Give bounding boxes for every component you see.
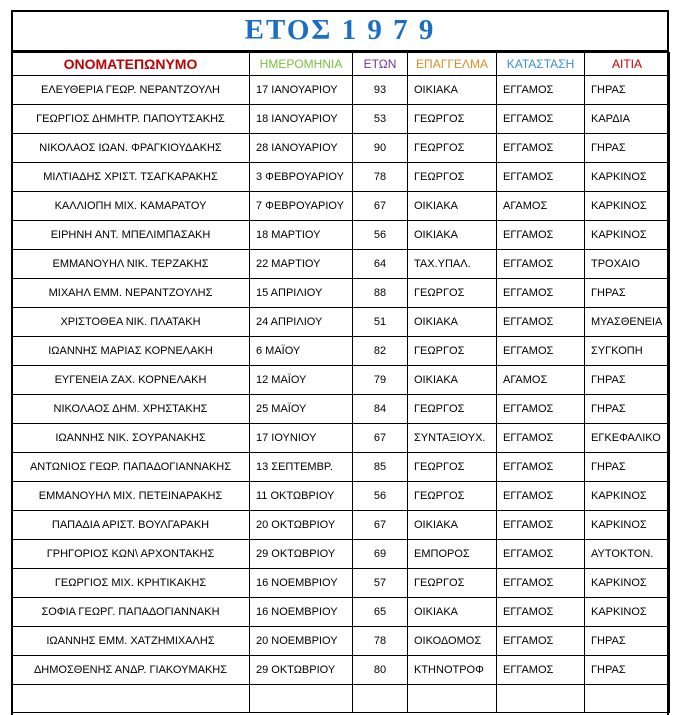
cell-profession: ΚΤΗΝΟΤΡΟΦ xyxy=(408,656,497,685)
table-row xyxy=(12,337,670,366)
cell-age: 65 xyxy=(353,598,408,627)
cell-cause: ΚΑΡΚΙΝΟΣ xyxy=(585,192,670,221)
cell-cause: ΓΗΡΑΣ xyxy=(585,134,670,163)
cell-profession: ΓΕΩΡΓΟΣ xyxy=(408,453,497,482)
cell-name: ΜΙΧΑΗΛ ΕΜΜ. ΝΕΡΑΝΤΖΟΥΛΗΣ xyxy=(12,279,250,308)
cell-profession: ΟΙΚΙΑΚΑ xyxy=(408,366,497,395)
cell-age: 67 xyxy=(353,192,408,221)
cell-status: ΕΓΓΑΜΟΣ xyxy=(497,308,585,337)
cell-cause: ΚΑΡΚΙΝΟΣ xyxy=(585,482,670,511)
cell-profession: ΟΙΚΙΑΚΑ xyxy=(408,511,497,540)
table-row xyxy=(12,656,670,685)
cell-date: 28 ΙΑΝΟΥΑΡΙΟΥ xyxy=(250,134,353,163)
table-row xyxy=(12,366,670,395)
cell-status: ΕΓΓΑΜΟΣ xyxy=(497,134,585,163)
cell-age: 78 xyxy=(353,163,408,192)
cell-date: 15 ΑΠΡΙΛΙΟΥ xyxy=(250,279,353,308)
cell-age: 84 xyxy=(353,395,408,424)
cell-age: 82 xyxy=(353,337,408,366)
cell-age: 64 xyxy=(353,250,408,279)
cell-status: ΕΓΓΑΜΟΣ xyxy=(497,540,585,569)
header-profession: ΕΠΑΓΓΕΛΜΑ xyxy=(408,53,497,76)
table-row xyxy=(12,627,670,656)
cell-name: ΙΩΑΝΝΗΣ ΝΙΚ. ΣΟΥΡΑΝΑΚΗΣ xyxy=(12,424,250,453)
cell-date: 16 ΝΟΕΜΒΡΙΟΥ xyxy=(250,569,353,598)
cell-status: ΑΓΑΜΟΣ xyxy=(497,366,585,395)
cell-profession: ΓΕΩΡΓΟΣ xyxy=(408,163,497,192)
cell-profession: ΟΙΚΙΑΚΑ xyxy=(408,308,497,337)
cell-age: 80 xyxy=(353,656,408,685)
cell-name: ΕΙΡΗΝΗ ΑΝΤ. ΜΠΕΛΙΜΠΑΣΑΚΗ xyxy=(12,221,250,250)
cell-date: 12 ΜΑΪΟΥ xyxy=(250,366,353,395)
cell-age: 93 xyxy=(353,76,408,105)
deaths-table xyxy=(11,52,670,713)
cell-status: ΕΓΓΑΜΟΣ xyxy=(497,163,585,192)
header-cause: ΑΙΤΙΑ xyxy=(585,53,670,76)
cell-age: 53 xyxy=(353,105,408,134)
cell-date: 17 ΙΟΥΝΙΟΥ xyxy=(250,424,353,453)
cell-cause: ΓΗΡΑΣ xyxy=(585,656,670,685)
table-row xyxy=(12,250,670,279)
cell-name: ΙΩΑΝΝΗΣ ΕΜΜ. ΧΑΤΖΗΜΙΧΑΛΗΣ xyxy=(12,627,250,656)
cell-date: 13 ΣΕΠΤΕΜΒΡ. xyxy=(250,453,353,482)
cell-status: ΕΓΓΑΜΟΣ xyxy=(497,221,585,250)
cell-profession: ΤΑΧ.ΥΠΑΛ. xyxy=(408,250,497,279)
table-row xyxy=(12,482,670,511)
cell-age: 69 xyxy=(353,540,408,569)
cell-cause: ΓΗΡΑΣ xyxy=(585,627,670,656)
table-row xyxy=(12,453,670,482)
cell-age: 56 xyxy=(353,482,408,511)
cell-age: 85 xyxy=(353,453,408,482)
cell-profession: ΟΙΚΙΑΚΑ xyxy=(408,598,497,627)
table-row xyxy=(12,163,670,192)
cell-age: 79 xyxy=(353,366,408,395)
cell-profession: ΓΕΩΡΓΟΣ xyxy=(408,134,497,163)
cell-date: 18 ΜΑΡΤΙΟΥ xyxy=(250,221,353,250)
cell-name: ΓΕΩΡΓΙΟΣ ΔΗΜΗΤΡ. ΠΑΠΟΥΤΣΑΚΗΣ xyxy=(12,105,250,134)
cell-name: ΝΙΚΟΛΑΟΣ ΙΩΑΝ. ΦΡΑΓΚΙΟΥΔΑΚΗΣ xyxy=(12,134,250,163)
cell-name: ΓΡΗΓΟΡΙΟΣ ΚΩΝ\ ΑΡΧΟΝΤΑΚΗΣ xyxy=(12,540,250,569)
cell-cause: ΚΑΡΔΙΑ xyxy=(585,105,670,134)
cell-date: 20 ΝΟΕΜΒΡΙΟΥ xyxy=(250,627,353,656)
empty-row xyxy=(12,685,670,713)
cell-status: ΕΓΓΑΜΟΣ xyxy=(497,598,585,627)
cell-date: 22 ΜΑΡΤΙΟΥ xyxy=(250,250,353,279)
cell-profession: ΓΕΩΡΓΟΣ xyxy=(408,482,497,511)
table-row xyxy=(12,424,670,453)
table-row xyxy=(12,221,670,250)
cell-cause: ΚΑΡΚΙΝΟΣ xyxy=(585,221,670,250)
cell-date: 29 ΟΚΤΩΒΡΙΟΥ xyxy=(250,540,353,569)
header-status: ΚΑΤΑΣΤΑΣΗ xyxy=(497,53,585,76)
cell-status: ΑΓΑΜΟΣ xyxy=(497,192,585,221)
cell-status: ΕΓΓΑΜΟΣ xyxy=(497,627,585,656)
cell-cause: ΚΑΡΚΙΝΟΣ xyxy=(585,511,670,540)
cell-profession: ΟΙΚΙΑΚΑ xyxy=(408,76,497,105)
cell-age: 57 xyxy=(353,569,408,598)
cell-name: ΕΥΓΕΝΕΙΑ ΖΑΧ. ΚΟΡΝΕΛΑΚΗ xyxy=(12,366,250,395)
table-row xyxy=(12,569,670,598)
cell-name: ΓΕΩΡΓΙΟΣ ΜΙΧ. ΚΡΗΤΙΚΑΚΗΣ xyxy=(12,569,250,598)
empty-cell xyxy=(250,685,353,713)
cell-profession: ΟΙΚΙΑΚΑ xyxy=(408,221,497,250)
cell-age: 56 xyxy=(353,221,408,250)
cell-name: ΙΩΑΝΝΗΣ ΜΑΡΙΑΣ ΚΟΡΝΕΛΑΚΗ xyxy=(12,337,250,366)
table-row xyxy=(12,279,670,308)
cell-name: ΑΝΤΩΝΙΟΣ ΓΕΩΡ. ΠΑΠΑΔΟΓΙΑΝΝΑΚΗΣ xyxy=(12,453,250,482)
cell-cause: ΓΗΡΑΣ xyxy=(585,395,670,424)
cell-date: 7 ΦΕΒΡΟΥΑΡΙΟΥ xyxy=(250,192,353,221)
cell-cause: ΚΑΡΚΙΝΟΣ xyxy=(585,569,670,598)
cell-date: 6 ΜΑΪΟΥ xyxy=(250,337,353,366)
cell-date: 24 ΑΠΡΙΛΙΟΥ xyxy=(250,308,353,337)
cell-age: 51 xyxy=(353,308,408,337)
cell-age: 67 xyxy=(353,511,408,540)
cell-name: ΕΜΜΑΝΟΥΗΛ ΜΙΧ. ΠΕΤΕΙΝΑΡΑΚΗΣ xyxy=(12,482,250,511)
cell-profession: ΕΜΠΟΡΟΣ xyxy=(408,540,497,569)
cell-status: ΕΓΓΑΜΟΣ xyxy=(497,337,585,366)
empty-cell xyxy=(408,685,497,713)
cell-cause: ΤΡΟΧΑΙΟ xyxy=(585,250,670,279)
cell-profession: ΟΙΚΟΔΟΜΟΣ xyxy=(408,627,497,656)
cell-cause: ΚΑΡΚΙΝΟΣ xyxy=(585,163,670,192)
cell-name: ΔΗΜΟΣΘΕΝΗΣ ΑΝΔΡ. ΓΙΑΚΟΥΜΑΚΗΣ xyxy=(12,656,250,685)
cell-date: 3 ΦΕΒΡΟΥΑΡΙΟΥ xyxy=(250,163,353,192)
table-row xyxy=(12,511,670,540)
cell-profession: ΓΕΩΡΓΟΣ xyxy=(408,395,497,424)
cell-status: ΕΓΓΑΜΟΣ xyxy=(497,656,585,685)
cell-status: ΕΓΓΑΜΟΣ xyxy=(497,250,585,279)
cell-status: ΕΓΓΑΜΟΣ xyxy=(497,569,585,598)
cell-status: ΕΓΓΑΜΟΣ xyxy=(497,279,585,308)
header-row xyxy=(12,53,670,76)
cell-status: ΕΓΓΑΜΟΣ xyxy=(497,511,585,540)
cell-profession: ΓΕΩΡΓΟΣ xyxy=(408,279,497,308)
cell-date: 18 ΙΑΝΟΥΑΡΙΟΥ xyxy=(250,105,353,134)
cell-cause: ΓΗΡΑΣ xyxy=(585,279,670,308)
empty-cell xyxy=(353,685,408,713)
header-name: ΟΝΟΜΑΤΕΠΩΝΥΜΟ xyxy=(12,53,250,76)
cell-status: ΕΓΓΑΜΟΣ xyxy=(497,395,585,424)
cell-cause: ΕΓΚΕΦΑΛΙΚΟ xyxy=(585,424,670,453)
header-age: ΕΤΩΝ xyxy=(353,53,408,76)
cell-date: 25 ΜΑΪΟΥ xyxy=(250,395,353,424)
table-row xyxy=(12,395,670,424)
cell-status: ΕΓΓΑΜΟΣ xyxy=(497,76,585,105)
cell-cause: ΓΗΡΑΣ xyxy=(585,366,670,395)
header-date: ΗΜΕΡΟΜΗΝΙΑ xyxy=(250,53,353,76)
cell-date: 11 ΟΚΤΩΒΡΙΟΥ xyxy=(250,482,353,511)
cell-date: 17 ΙΑΝΟΥΑΡΙΟΥ xyxy=(250,76,353,105)
cell-profession: ΓΕΩΡΓΟΣ xyxy=(408,337,497,366)
cell-status: ΕΓΓΑΜΟΣ xyxy=(497,453,585,482)
cell-age: 90 xyxy=(353,134,408,163)
cell-profession: ΣΥΝΤΑΞΙΟΥΧ. xyxy=(408,424,497,453)
cell-cause: ΣΥΓΚΟΠΗ xyxy=(585,337,670,366)
page-title: ΕΤΟΣ 1 9 7 9 xyxy=(244,14,436,46)
cell-cause: ΑΥΤΟΚΤΟΝ. xyxy=(585,540,670,569)
empty-cell xyxy=(497,685,585,713)
cell-age: 78 xyxy=(353,627,408,656)
cell-name: ΚΑΛΛΙΟΠΗ ΜΙΧ. ΚΑΜΑΡΑΤΟΥ xyxy=(12,192,250,221)
table-row xyxy=(12,192,670,221)
cell-name: ΕΛΕΥΘΕΡΙΑ ΓΕΩΡ. ΝΕΡΑΝΤΖΟΥΛΗ xyxy=(12,76,250,105)
cell-cause: ΚΑΡΚΙΝΟΣ xyxy=(585,598,670,627)
cell-name: ΠΑΠΑΔΙΑ ΑΡΙΣΤ. ΒΟΥΛΓΑΡΑΚΗ xyxy=(12,511,250,540)
cell-date: 16 ΝΟΕΜΒΡΙΟΥ xyxy=(250,598,353,627)
table-row xyxy=(12,308,670,337)
cell-profession: ΓΕΩΡΓΟΣ xyxy=(408,105,497,134)
empty-cell xyxy=(12,685,250,713)
table-row xyxy=(12,598,670,627)
cell-date: 20 ΟΚΤΩΒΡΙΟΥ xyxy=(250,511,353,540)
empty-cell xyxy=(585,685,670,713)
cell-name: ΧΡΙΣΤΟΘΕΑ ΝΙΚ. ΠΛΑΤΑΚΗ xyxy=(12,308,250,337)
cell-profession: ΟΙΚΙΑΚΑ xyxy=(408,192,497,221)
cell-age: 67 xyxy=(353,424,408,453)
table-row xyxy=(12,134,670,163)
cell-cause: ΜΥΑΣΘΕΝΕΙΑ xyxy=(585,308,670,337)
cell-name: ΝΙΚΟΛΑΟΣ ΔΗΜ. ΧΡΗΣΤΑΚΗΣ xyxy=(12,395,250,424)
cell-profession: ΓΕΩΡΓΟΣ xyxy=(408,569,497,598)
cell-name: ΣΟΦΙΑ ΓΕΩΡΓ. ΠΑΠΑΔΟΓΙΑΝΝΑΚΗ xyxy=(12,598,250,627)
cell-name: ΜΙΛΤΙΑΔΗΣ ΧΡΙΣΤ. ΤΣΑΓΚΑΡΑΚΗΣ xyxy=(12,163,250,192)
cell-cause: ΓΗΡΑΣ xyxy=(585,76,670,105)
cell-status: ΕΓΓΑΜΟΣ xyxy=(497,482,585,511)
table-row xyxy=(12,540,670,569)
table-row xyxy=(12,76,670,105)
cell-status: ΕΓΓΑΜΟΣ xyxy=(497,424,585,453)
cell-age: 88 xyxy=(353,279,408,308)
cell-cause: ΓΗΡΑΣ xyxy=(585,453,670,482)
table-row xyxy=(12,105,670,134)
cell-date: 29 ΟΚΤΩΒΡΙΟΥ xyxy=(250,656,353,685)
cell-name: ΕΜΜΑΝΟΥΗΛ ΝΙΚ. ΤΕΡΖΑΚΗΣ xyxy=(12,250,250,279)
cell-status: ΕΓΓΑΜΟΣ xyxy=(497,105,585,134)
